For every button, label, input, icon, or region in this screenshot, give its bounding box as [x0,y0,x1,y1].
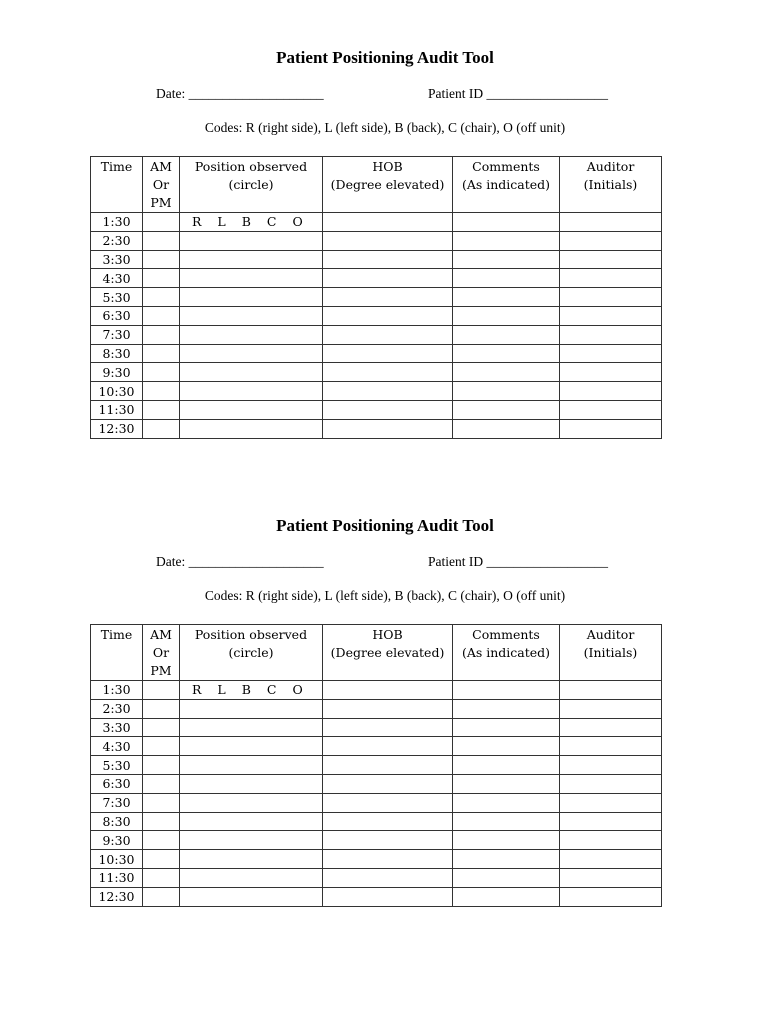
table-row [91,887,662,906]
position-cell[interactable] [180,737,323,756]
header-position: Position observed (circle) [180,625,323,681]
hob-cell[interactable] [323,831,453,850]
ampm-cell[interactable] [143,868,180,887]
table-row [91,812,662,831]
audit-table [90,624,662,907]
time-cell: 6:30 [91,306,143,325]
position-cell[interactable] [180,699,323,718]
ampm-cell[interactable] [143,213,180,232]
header-row [91,625,662,681]
comments-cell[interactable] [453,419,560,438]
table-row [91,699,662,718]
auditor-cell[interactable] [560,382,662,401]
hob-cell[interactable] [323,213,453,232]
hob-cell[interactable] [323,793,453,812]
header-ampm: AM Or PM [143,157,180,213]
header-position: Position observed (circle) [180,157,323,213]
audit-table-body [91,681,662,907]
auditor-cell[interactable] [560,288,662,307]
table-row [91,868,662,887]
position-cell[interactable] [180,363,323,382]
patient-id-field[interactable]: Patient ID __________________ [428,86,608,101]
auditor-cell[interactable] [560,306,662,325]
auditor-cell[interactable] [560,231,662,250]
auditor-cell[interactable] [560,681,662,700]
table-row [91,382,662,401]
ampm-cell[interactable] [143,718,180,737]
date-field[interactable]: Date: ____________________ [156,554,324,569]
hob-cell[interactable] [323,288,453,307]
comments-cell[interactable] [453,793,560,812]
comments-cell[interactable] [453,850,560,869]
comments-cell[interactable] [453,325,560,344]
time-cell: 5:30 [91,756,143,775]
meta-row [0,86,770,106]
time-cell: 8:30 [91,812,143,831]
ampm-cell[interactable] [143,325,180,344]
auditor-cell[interactable] [560,812,662,831]
position-option-r[interactable]: R [192,214,202,230]
table-row [91,793,662,812]
time-cell: 1:30 [91,681,143,700]
ampm-cell[interactable] [143,774,180,793]
position-cell[interactable] [180,400,323,419]
position-cell[interactable] [180,419,323,438]
auditor-cell[interactable] [560,344,662,363]
hob-cell[interactable] [323,868,453,887]
comments-cell[interactable] [453,887,560,906]
position-option-b[interactable]: B [241,214,251,230]
comments-cell[interactable] [453,774,560,793]
time-cell: 11:30 [91,400,143,419]
hob-cell[interactable] [323,699,453,718]
ampm-cell[interactable] [143,681,180,700]
position-option-c[interactable]: C [266,682,277,698]
auditor-cell[interactable] [560,718,662,737]
comments-cell[interactable] [453,699,560,718]
codes-legend: Codes: R (right side), L (left side), B (back), C (chair), O (off unit) [204,588,566,603]
position-cell[interactable] [180,306,323,325]
form-title: Patient Positioning Audit Tool [276,48,494,67]
time-cell: 7:30 [91,325,143,344]
date-field[interactable]: Date: ____________________ [156,86,324,101]
comments-cell[interactable] [453,718,560,737]
position-cell[interactable] [180,831,323,850]
comments-cell[interactable] [453,382,560,401]
comments-cell[interactable] [453,400,560,419]
hob-cell[interactable] [323,306,453,325]
hob-cell[interactable] [323,774,453,793]
hob-cell[interactable] [323,887,453,906]
position-option-o[interactable]: O [292,682,303,698]
position-cell[interactable] [180,850,323,869]
header-hob: HOB (Degree elevated) [323,157,453,213]
comments-cell[interactable] [453,250,560,269]
time-cell: 9:30 [91,831,143,850]
table-row [91,774,662,793]
table-row [91,269,662,288]
time-cell: 2:30 [91,699,143,718]
auditor-cell[interactable] [560,269,662,288]
position-cell[interactable] [180,213,323,232]
ampm-cell[interactable] [143,793,180,812]
table-row [91,400,662,419]
ampm-cell[interactable] [143,756,180,775]
position-cell[interactable] [180,887,323,906]
hob-cell[interactable] [323,756,453,775]
time-cell: 2:30 [91,231,143,250]
auditor-cell[interactable] [560,419,662,438]
table-row [91,288,662,307]
hob-cell[interactable] [323,812,453,831]
ampm-cell[interactable] [143,737,180,756]
header-time: Time [91,157,143,213]
header-comments: Comments (As indicated) [453,625,560,681]
header-time: Time [91,625,143,681]
comments-cell[interactable] [453,831,560,850]
time-cell: 4:30 [91,269,143,288]
ampm-cell[interactable] [143,269,180,288]
position-option-l[interactable]: L [217,214,226,230]
header-comments: Comments (As indicated) [453,157,560,213]
time-cell: 8:30 [91,344,143,363]
time-cell: 10:30 [91,382,143,401]
hob-cell[interactable] [323,231,453,250]
ampm-cell[interactable] [143,812,180,831]
auditor-cell[interactable] [560,737,662,756]
patient-id-field[interactable]: Patient ID __________________ [428,554,608,569]
time-cell: 7:30 [91,793,143,812]
comments-cell[interactable] [453,306,560,325]
meta-row [0,554,770,574]
ampm-cell[interactable] [143,400,180,419]
hob-cell[interactable] [323,400,453,419]
table-row [91,325,662,344]
time-cell: 11:30 [91,868,143,887]
auditor-cell[interactable] [560,868,662,887]
header-hob: HOB (Degree elevated) [323,625,453,681]
position-option-o[interactable]: O [292,214,303,230]
table-row [91,363,662,382]
hob-cell[interactable] [323,419,453,438]
ampm-cell[interactable] [143,419,180,438]
hob-cell[interactable] [323,325,453,344]
position-cell[interactable] [180,250,323,269]
time-cell: 5:30 [91,288,143,307]
position-cell[interactable] [180,793,323,812]
position-option-b[interactable]: B [241,682,251,698]
hob-cell[interactable] [323,718,453,737]
time-cell: 3:30 [91,250,143,269]
position-cell[interactable] [180,774,323,793]
time-cell: 6:30 [91,774,143,793]
ampm-cell[interactable] [143,850,180,869]
auditor-cell[interactable] [560,850,662,869]
comments-cell[interactable] [453,213,560,232]
time-cell: 12:30 [91,419,143,438]
ampm-cell[interactable] [143,382,180,401]
comments-cell[interactable] [453,269,560,288]
auditor-cell[interactable] [560,756,662,775]
hob-cell[interactable] [323,681,453,700]
auditor-cell[interactable] [560,250,662,269]
header-row [91,157,662,213]
table-row [91,718,662,737]
time-cell: 1:30 [91,213,143,232]
comments-cell[interactable] [453,363,560,382]
hob-cell[interactable] [323,344,453,363]
table-row [91,831,662,850]
auditor-cell[interactable] [560,213,662,232]
auditor-cell[interactable] [560,774,662,793]
comments-cell[interactable] [453,681,560,700]
hob-cell[interactable] [323,382,453,401]
time-cell: 9:30 [91,363,143,382]
time-cell: 12:30 [91,887,143,906]
time-cell: 3:30 [91,718,143,737]
header-ampm: AM Or PM [143,625,180,681]
table-row [91,250,662,269]
position-cell[interactable] [180,382,323,401]
table-row [91,213,662,232]
audit-table [90,156,662,439]
comments-cell[interactable] [453,231,560,250]
auditor-cell[interactable] [560,699,662,718]
table-row [91,756,662,775]
position-cell[interactable] [180,868,323,887]
auditor-cell[interactable] [560,887,662,906]
header-auditor: Auditor (Initials) [560,157,662,213]
position-cell[interactable] [180,269,323,288]
position-cell[interactable] [180,325,323,344]
hob-cell[interactable] [323,250,453,269]
codes-legend: Codes: R (right side), L (left side), B (back), C (chair), O (off unit) [204,120,566,135]
table-row [91,231,662,250]
audit-form-1 [0,48,770,437]
position-option-c[interactable]: C [266,214,277,230]
ampm-cell[interactable] [143,887,180,906]
hob-cell[interactable] [323,737,453,756]
ampm-cell[interactable] [143,699,180,718]
position-cell[interactable] [180,344,323,363]
position-cell[interactable] [180,756,323,775]
ampm-cell[interactable] [143,306,180,325]
table-row [91,737,662,756]
comments-cell[interactable] [453,737,560,756]
hob-cell[interactable] [323,269,453,288]
table-row [91,850,662,869]
auditor-cell[interactable] [560,325,662,344]
position-option-l[interactable]: L [217,682,226,698]
ampm-cell[interactable] [143,363,180,382]
table-row [91,306,662,325]
hob-cell[interactable] [323,363,453,382]
table-row [91,681,662,700]
header-auditor: Auditor (Initials) [560,625,662,681]
position-cell[interactable] [180,288,323,307]
form-title: Patient Positioning Audit Tool [276,516,494,535]
ampm-cell[interactable] [143,831,180,850]
position-cell[interactable] [180,231,323,250]
position-cell[interactable] [180,681,323,700]
ampm-cell[interactable] [143,344,180,363]
table-row [91,419,662,438]
comments-cell[interactable] [453,344,560,363]
auditor-cell[interactable] [560,793,662,812]
auditor-cell[interactable] [560,831,662,850]
comments-cell[interactable] [453,868,560,887]
position-cell[interactable] [180,718,323,737]
auditor-cell[interactable] [560,363,662,382]
ampm-cell[interactable] [143,288,180,307]
position-option-r[interactable]: R [192,682,202,698]
comments-cell[interactable] [453,812,560,831]
comments-cell[interactable] [453,756,560,775]
position-cell[interactable] [180,812,323,831]
ampm-cell[interactable] [143,250,180,269]
time-cell: 4:30 [91,737,143,756]
audit-form-2 [0,516,770,905]
time-cell: 10:30 [91,850,143,869]
auditor-cell[interactable] [560,400,662,419]
hob-cell[interactable] [323,850,453,869]
ampm-cell[interactable] [143,231,180,250]
table-row [91,344,662,363]
audit-table-body [91,213,662,439]
comments-cell[interactable] [453,288,560,307]
